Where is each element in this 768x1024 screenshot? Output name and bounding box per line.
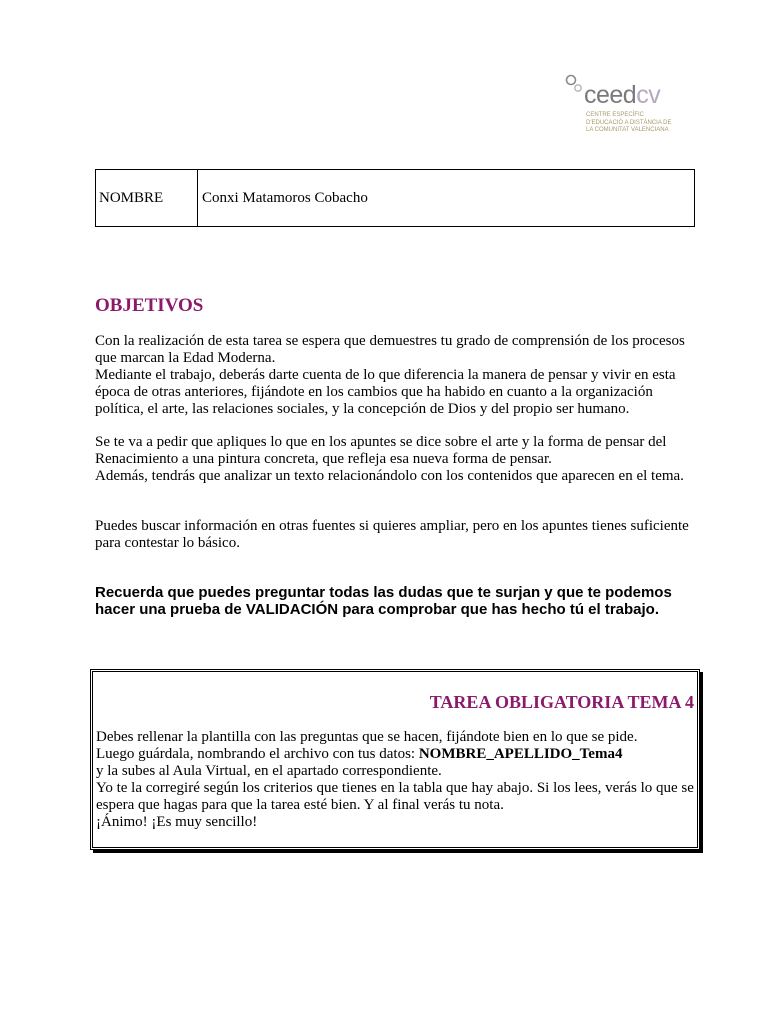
task-box bbox=[90, 669, 700, 850]
task-line-2-prefix: Luego guárdala, nombrando el archivo con tus datos: bbox=[96, 746, 419, 762]
objectives-paragraph-1 bbox=[95, 333, 705, 418]
task-line-3: y la subes al Aula Virtual, en el apartado correspondiente. bbox=[96, 763, 442, 779]
objectives-p2-line2: Además, tendrás que analizar un texto relacionándolo con los contenidos que aparecen en el tema. bbox=[95, 468, 684, 484]
task-line-5: ¡Ánimo! ¡Es muy sencillo! bbox=[96, 814, 258, 830]
logo-wordmark: ceedcv bbox=[584, 81, 661, 109]
task-line-4: Yo te la corregiré según los criterios que tienes en la tabla que hay abajo. Si los lees, verás lo que se espera que hagas para que la tarea esté bien. Y al final verás tu nota. bbox=[96, 780, 694, 813]
objectives-p2-line1: Se te va a pedir que apliques lo que en los apuntes se dice sobre el arte y la forma de pensar del Renacimiento a una pintura concreta, que refleja esa nueva forma de pensar. bbox=[95, 434, 667, 467]
task-line-1: Debes rellenar la plantilla con las preguntas que se hacen, fijándote bien en lo que se pide. bbox=[96, 729, 638, 745]
task-line-2 bbox=[96, 746, 698, 763]
name-table bbox=[95, 169, 695, 227]
ceedcv-logo bbox=[562, 70, 694, 138]
validation-note: Recuerda que puedes preguntar todas las dudas que te surjan y que te podemos hacer una prueba de VALIDACIÓN para comprobar que has hecho tú el trabajo. bbox=[95, 584, 672, 618]
objectives-paragraph-2 bbox=[95, 434, 705, 485]
name-value: Conxi Matamoros Cobacho bbox=[202, 189, 368, 206]
objectives-paragraph-3: Puedes buscar información en otras fuentes si quieres ampliar, pero en los apuntes tienes suficiente para contestar lo básico. bbox=[95, 518, 689, 551]
objectives-heading: OBJETIVOS bbox=[95, 295, 204, 316]
name-label: NOMBRE bbox=[96, 170, 198, 226]
task-filename: NOMBRE_APELLIDO_Tema4 bbox=[418, 746, 623, 762]
objectives-p1-line2: Mediante el trabajo, deberás darte cuenta de lo que diferencia la manera de pensar y vivir en esta época de otras anteriores, fijándote en los cambios que ha habido en cuanto a la organización política, el arte, las relaciones sociales, y la concepción de Dios y del propio ser humano. bbox=[95, 367, 676, 417]
objectives-p1-line1: Con la realización de esta tarea se espera que demuestres tu grado de comprensión de los procesos que marcan la Edad Moderna. bbox=[95, 333, 685, 366]
task-instructions bbox=[96, 729, 698, 831]
logo-subtitle: CENTRE ESPECÍFIC D'EDUCACIÓ A DISTÀNCIA DE LA COMUNITAT VALENCIANA bbox=[586, 112, 672, 133]
task-title: TAREA OBLIGATORIA TEMA 4 bbox=[429, 692, 694, 712]
